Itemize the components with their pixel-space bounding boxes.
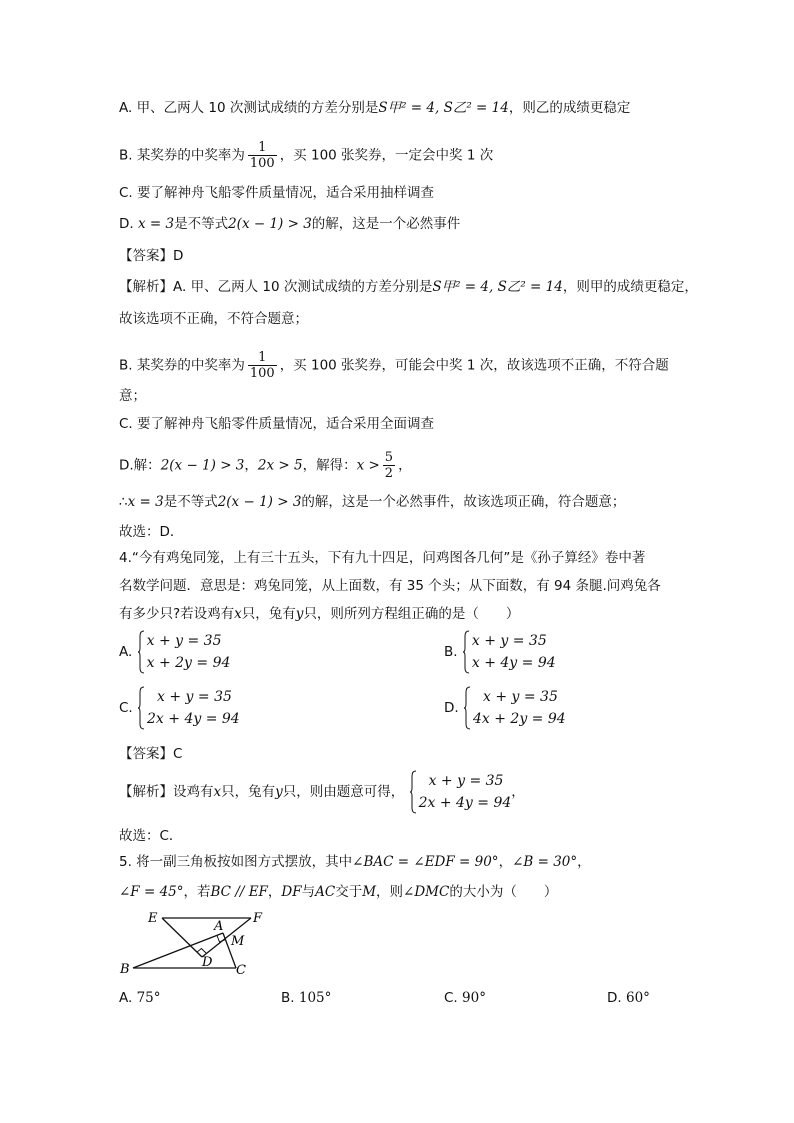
label-c: C bbox=[236, 963, 246, 978]
q5-option-c bbox=[444, 990, 486, 1006]
math-segment-ac: AC bbox=[315, 884, 336, 900]
math-x-equals: x = 3 bbox=[127, 494, 164, 510]
separator: ， bbox=[498, 854, 513, 870]
explanation-text-tail: ，则甲的成绩更稳定， bbox=[562, 279, 698, 295]
brace-icon bbox=[409, 770, 417, 814]
explanation-text: 某奖券的中奖率为 bbox=[136, 357, 245, 374]
q5-option-d bbox=[607, 990, 650, 1006]
brace-icon bbox=[137, 630, 145, 674]
separator: ， bbox=[398, 457, 412, 474]
fraction-denominator: 100 bbox=[249, 366, 275, 381]
q5-option-a bbox=[119, 990, 161, 1006]
q3-explanation-a bbox=[119, 277, 698, 297]
math-angle-f: ∠F = 45° bbox=[119, 884, 184, 900]
stem-text: 与 bbox=[301, 884, 316, 900]
fraction-numerator: 1 bbox=[248, 350, 277, 366]
option-label: D. bbox=[444, 700, 459, 716]
equation-system bbox=[137, 630, 231, 674]
q3-option-a bbox=[119, 98, 630, 118]
option-value: 90° bbox=[462, 990, 486, 1006]
separator: ， bbox=[577, 854, 591, 870]
explanation-head: 【解析】 bbox=[119, 279, 173, 295]
label-b: B bbox=[120, 962, 130, 977]
equation-1: x + y = 35 bbox=[157, 689, 232, 705]
q4-explanation bbox=[119, 770, 525, 814]
q5-stem-line-2 bbox=[119, 882, 557, 902]
q3-explanation-b bbox=[119, 350, 669, 381]
explanation-text: 【解析】设鸡有 bbox=[119, 784, 214, 800]
option-label: A. bbox=[119, 644, 133, 660]
q4-option-a bbox=[119, 630, 230, 674]
explanation-text: ，解得： bbox=[302, 457, 357, 474]
fraction bbox=[383, 450, 395, 481]
math-variance: S甲² = 4, S乙² = 14 bbox=[432, 279, 563, 295]
q3-option-d bbox=[119, 214, 460, 234]
q3-explanation-b-cont: 意； bbox=[119, 388, 146, 404]
option-text: 某奖券的中奖率为 bbox=[136, 147, 245, 164]
q4-stem-line-2: 名数学问题．意思是：鸡兔同笼，从上面数，有 35 个头；从下面数，有 94 条腿.问鸡兔各 bbox=[119, 578, 661, 594]
q3-option-c bbox=[119, 183, 434, 203]
math-inequality-2: 2x > 5 bbox=[257, 457, 303, 474]
math-angles: ∠BAC = ∠EDF = 90° bbox=[352, 854, 499, 870]
option-label: A. bbox=[173, 279, 187, 295]
segment-ed bbox=[162, 918, 202, 957]
separator: ， bbox=[244, 457, 258, 474]
stem-text: 交于 bbox=[335, 884, 363, 900]
option-text-tail: ，买 100 张奖券，一定会中奖 1 次 bbox=[279, 147, 494, 164]
q3-option-b bbox=[119, 140, 493, 171]
stem-text: 5. 将一副三角板按如图方式摆放，其中 bbox=[119, 854, 353, 870]
option-text-tail: ，则乙的成绩更稳定 bbox=[508, 100, 631, 116]
var-y: y bbox=[275, 784, 283, 800]
q4-stem-line-1: 4.“今有鸡兔同笼，上有三十五头，下有九十四足，问鸡图各几何”是《孙子算经》卷中著 bbox=[119, 550, 646, 566]
fraction bbox=[248, 140, 277, 171]
math-x-greater: x > bbox=[356, 457, 380, 474]
option-label: C. bbox=[119, 700, 133, 716]
math-angle-dmc: ∠DMC bbox=[403, 884, 450, 900]
math-segment-df: DF bbox=[281, 884, 302, 900]
explanation-text-tail: 的解，这是一个必然事件，故该选项正确，符合题意； bbox=[301, 494, 626, 510]
equation-2: 2x + 4y = 94 bbox=[147, 711, 240, 727]
option-label: D. bbox=[607, 990, 622, 1006]
q5-stem-line-1 bbox=[119, 852, 591, 872]
equation-1: x + y = 35 bbox=[482, 689, 558, 705]
q4-stem-line-3 bbox=[119, 604, 519, 624]
equation-system bbox=[462, 630, 556, 674]
explanation-text: D.解： bbox=[119, 457, 161, 474]
math-parallel: BC // EF bbox=[210, 884, 268, 900]
brace-icon bbox=[463, 686, 471, 730]
explanation-text: 只，则由题意可得， bbox=[282, 784, 405, 800]
q3-explanation-c: C. 要了解神舟飞船零件质量情况，适合采用全面调查 bbox=[119, 416, 435, 432]
option-text: 是不等式 bbox=[174, 216, 229, 232]
option-text: 甲、乙两人 10 次测试成绩的方差分别是 bbox=[136, 100, 379, 116]
math-inequality: 2(x − 1) > 3 bbox=[228, 216, 312, 232]
equation-2: x + 2y = 94 bbox=[146, 655, 231, 671]
option-label: A. bbox=[119, 990, 133, 1006]
option-label: B. bbox=[281, 990, 295, 1006]
equation-system bbox=[137, 686, 240, 730]
option-text-tail: 的解，这是一个必然事件 bbox=[311, 216, 461, 232]
label-e: E bbox=[148, 911, 158, 926]
q3-explanation-d bbox=[119, 450, 412, 481]
stem-text: ， bbox=[267, 884, 282, 900]
q4-option-c bbox=[119, 686, 240, 730]
explanation-text: 甲、乙两人 10 次测试成绩的方差分别是 bbox=[190, 279, 433, 295]
var-y: y bbox=[295, 606, 304, 622]
explanation-text: 是不等式 bbox=[163, 494, 218, 510]
q3-choose: 故选：D． bbox=[119, 524, 184, 540]
option-label: D. bbox=[119, 216, 134, 232]
fraction-denominator: 2 bbox=[384, 466, 394, 481]
label-d: D bbox=[202, 955, 213, 970]
label-a: A bbox=[214, 919, 224, 934]
equation-2: 4x + 2y = 94 bbox=[472, 711, 566, 727]
explanation-text-tail: ，买 100 张奖券，可能会中奖 1 次，故该选项不正确，不符合题 bbox=[279, 357, 669, 374]
q4-choose: 故选：C． bbox=[119, 828, 183, 844]
q5-option-b bbox=[281, 990, 331, 1006]
triangle-figure bbox=[115, 906, 265, 982]
option-value: 105° bbox=[298, 990, 332, 1006]
label-f: F bbox=[253, 911, 263, 926]
q4-option-b bbox=[444, 630, 556, 674]
stem-text: ，则 bbox=[376, 884, 404, 900]
var-x: x bbox=[234, 606, 242, 622]
equation-2: 2x + 4y = 94 bbox=[418, 795, 512, 811]
option-label: A. bbox=[119, 100, 133, 116]
equation-1: x + y = 35 bbox=[471, 633, 547, 649]
math-point-m: M bbox=[362, 884, 377, 900]
equation-1: x + y = 35 bbox=[428, 773, 504, 789]
label-m: M bbox=[231, 934, 245, 949]
option-label: C. bbox=[119, 185, 133, 201]
fraction-denominator: 100 bbox=[249, 156, 275, 171]
option-value: 60° bbox=[625, 990, 650, 1006]
equation-system bbox=[409, 770, 512, 814]
therefore-symbol: ∴ bbox=[119, 494, 128, 510]
fraction-numerator: 5 bbox=[384, 450, 394, 465]
option-label: C. bbox=[444, 990, 458, 1006]
stem-text: ，若 bbox=[183, 884, 211, 900]
option-label: B. bbox=[444, 644, 458, 660]
math-variance: S甲² = 4, S乙² = 14 bbox=[378, 100, 509, 116]
q4-answer: 【答案】C bbox=[119, 746, 183, 762]
option-value: 75° bbox=[136, 990, 161, 1006]
equation-system bbox=[463, 686, 566, 730]
stem-text: 有多少只?若设鸡有 bbox=[119, 606, 235, 622]
equation-1: x + y = 35 bbox=[146, 633, 222, 649]
explanation-text: 只，兔有 bbox=[221, 784, 276, 800]
stem-text: 只，兔有 bbox=[241, 606, 296, 622]
stem-text: 只，则所列方程组正确的是（ ） bbox=[303, 606, 520, 622]
math-inequality: 2(x − 1) > 3 bbox=[160, 457, 245, 474]
q3-answer: 【答案】D bbox=[119, 248, 184, 264]
math-inequality: 2(x − 1) > 3 bbox=[217, 494, 302, 510]
q4-option-d bbox=[444, 686, 566, 730]
brace-icon bbox=[462, 630, 470, 674]
q3-therefore bbox=[119, 492, 625, 512]
q3-explanation-a-cont: 故该选项不正确，不符合题意； bbox=[119, 311, 308, 327]
fraction bbox=[248, 350, 277, 381]
option-label: B. bbox=[119, 147, 133, 164]
equation-2: x + 4y = 94 bbox=[471, 655, 556, 671]
brace-icon bbox=[137, 686, 145, 730]
var-x: x bbox=[213, 784, 222, 800]
stem-text: 的大小为（ ） bbox=[449, 884, 558, 900]
separator: ， bbox=[511, 784, 525, 800]
option-text: 要了解神舟飞船零件质量情况，适合采用抽样调查 bbox=[137, 185, 435, 201]
option-label: B. bbox=[119, 357, 133, 374]
math-angle-b: ∠B = 30° bbox=[512, 854, 578, 870]
fraction-numerator: 1 bbox=[248, 140, 277, 156]
math-x-equals: x = 3 bbox=[137, 216, 175, 232]
